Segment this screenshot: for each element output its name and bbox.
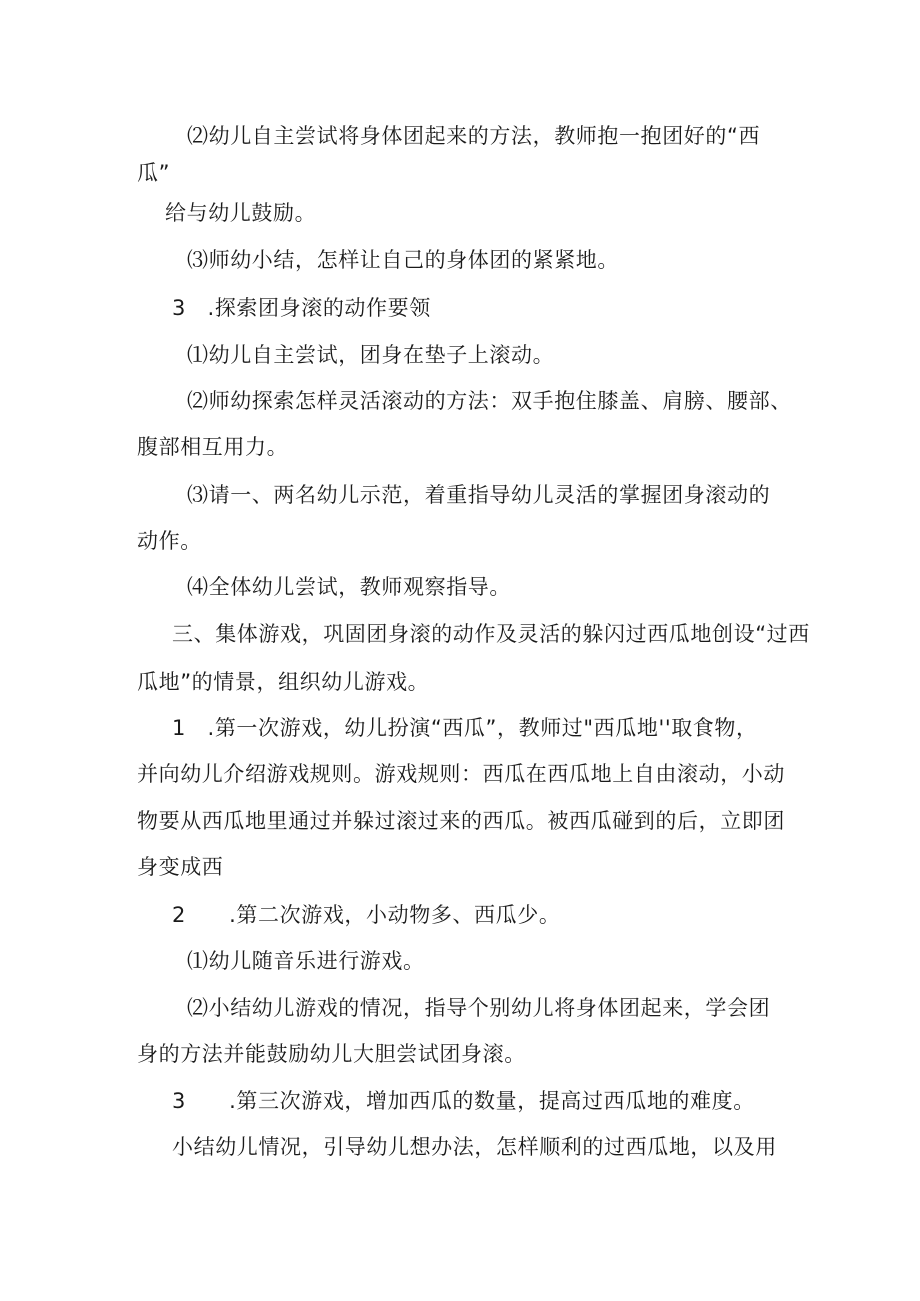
text-line: 腹部相互用力。	[137, 435, 289, 459]
text-line: 三、集体游戏，巩固团身滚的动作及灵活的躲闪过西瓜地创设“过西	[172, 622, 810, 646]
text-line: 动作。	[137, 529, 202, 553]
text-line: ⑵师幼探索怎样灵活滚动的方法：双手抱住膝盖、肩膀、腰部、	[187, 389, 792, 413]
text-line: ⑶师幼小结，怎样让自己的身体团的紧紧地。	[187, 248, 619, 272]
text-line: 物要从西瓜地里通过并躲过滚过来的西瓜。被西瓜碰到的后，立即团	[137, 809, 785, 833]
text-line: 瓜地”的情景，组织幼儿游戏。	[137, 670, 430, 694]
text-line: ⑷全体幼儿尝试，教师观察指导。	[187, 575, 511, 599]
text-line: ⑵小结幼儿游戏的情况，指导个别幼儿将身体团起来，学会团	[187, 996, 771, 1020]
text-line: ⑴幼儿自主尝试，团身在垫子上滚动。	[187, 343, 555, 367]
text-line: 1 .第一次游戏，幼儿扮演“西瓜”，教师过"西瓜地''取食物，	[172, 716, 758, 740]
text-line: 小结幼儿情况，引导幼儿想办法，怎样顺利的过西瓜地，以及用	[172, 1135, 777, 1159]
text-line: ⑶请一、两名幼儿示范，着重指导幼儿灵活的掌握团身滚动的	[187, 483, 771, 507]
text-line: 给与幼儿鼓励。	[165, 201, 317, 225]
text-line: 并向幼儿介绍游戏规则。游戏规则：西瓜在西瓜地上自由滚动，小动	[137, 762, 785, 786]
text-line: ⑵幼儿自主尝试将身体团起来的方法，教师抱一抱团好的“西	[187, 124, 761, 148]
text-line: 3 .探索团身滚的动作要领	[172, 296, 431, 320]
text-line: 身的方法并能鼓励幼儿大胆尝试团身滚。	[137, 1042, 526, 1066]
text-line: 身变成西	[137, 855, 224, 879]
text-line: ⑴幼儿随音乐进行游戏。	[187, 949, 425, 973]
text-line: 2 .第二次游戏，小动物多、西瓜少。	[172, 903, 561, 927]
text-line: 3 .第三次游戏，增加西瓜的数量，提高过西瓜地的难度。	[172, 1089, 755, 1113]
text-line: 瓜”	[137, 161, 171, 185]
